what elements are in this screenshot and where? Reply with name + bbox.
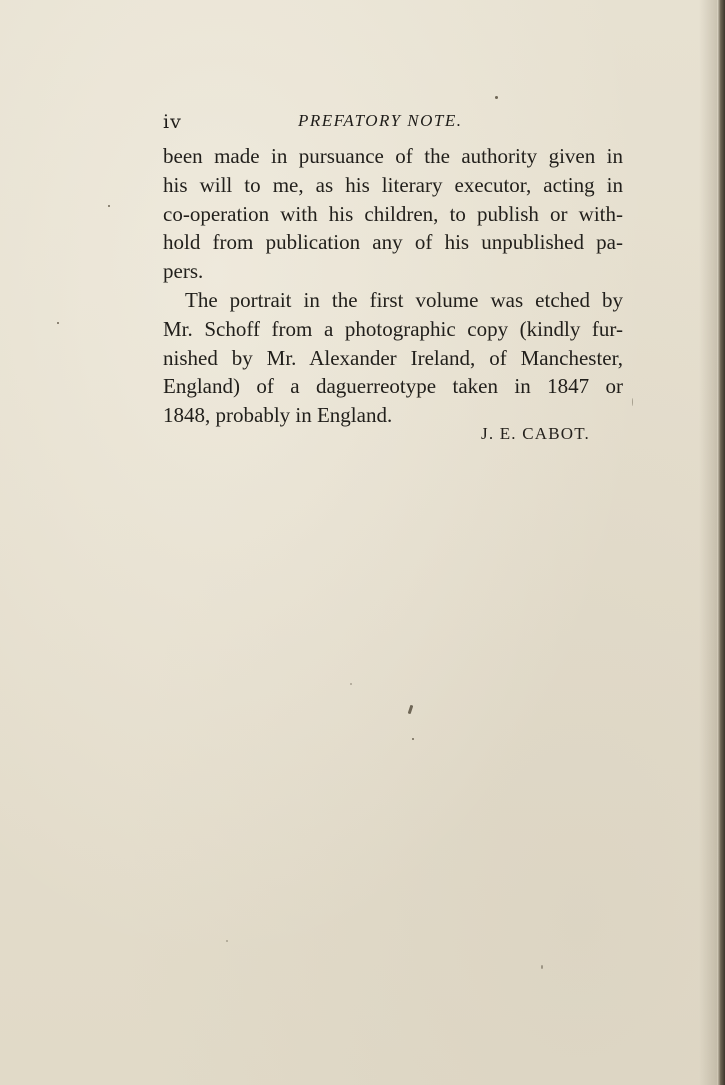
paper-speck xyxy=(495,96,498,99)
paper-speck xyxy=(408,705,414,714)
paper-speck xyxy=(412,738,414,740)
text-line: his will to me, as his literary executor, acting in xyxy=(163,172,623,197)
text-line: Mr. Schoff from a photographic copy (kindly fur- xyxy=(163,316,623,341)
binding-shadow xyxy=(699,0,717,1085)
paper-speck xyxy=(57,322,59,324)
paper-speck xyxy=(226,940,228,942)
text-line: England) of a daguerreotype taken in 1847 or xyxy=(163,374,623,399)
running-title: PREFATORY NOTE. xyxy=(298,111,463,130)
text-line: pers. xyxy=(163,259,204,284)
paper-speck xyxy=(108,205,110,207)
text-line: been made in pursuance of the authority given in xyxy=(163,144,623,168)
running-head xyxy=(163,111,623,139)
text-line: nished by Mr. Alexander Ireland, of Manchester, xyxy=(163,345,623,370)
paragraph-1 xyxy=(163,142,623,286)
signature: J. E. CABOT. xyxy=(481,424,591,443)
text-line: co-operation with his children, to publish or with- xyxy=(163,201,623,226)
text-line: The portrait in the first volume was etched by xyxy=(185,287,623,312)
paper-speck xyxy=(632,398,633,406)
paper-speck xyxy=(541,965,543,969)
page-edge xyxy=(717,0,725,1085)
body-text xyxy=(163,142,623,430)
text-line: 1848, probably in England. xyxy=(163,403,393,428)
text-line: hold from publication any of his unpublished pa- xyxy=(163,230,623,255)
paper-speck xyxy=(350,683,352,685)
page-number: iv xyxy=(163,111,182,133)
paragraph-2 xyxy=(163,286,623,430)
